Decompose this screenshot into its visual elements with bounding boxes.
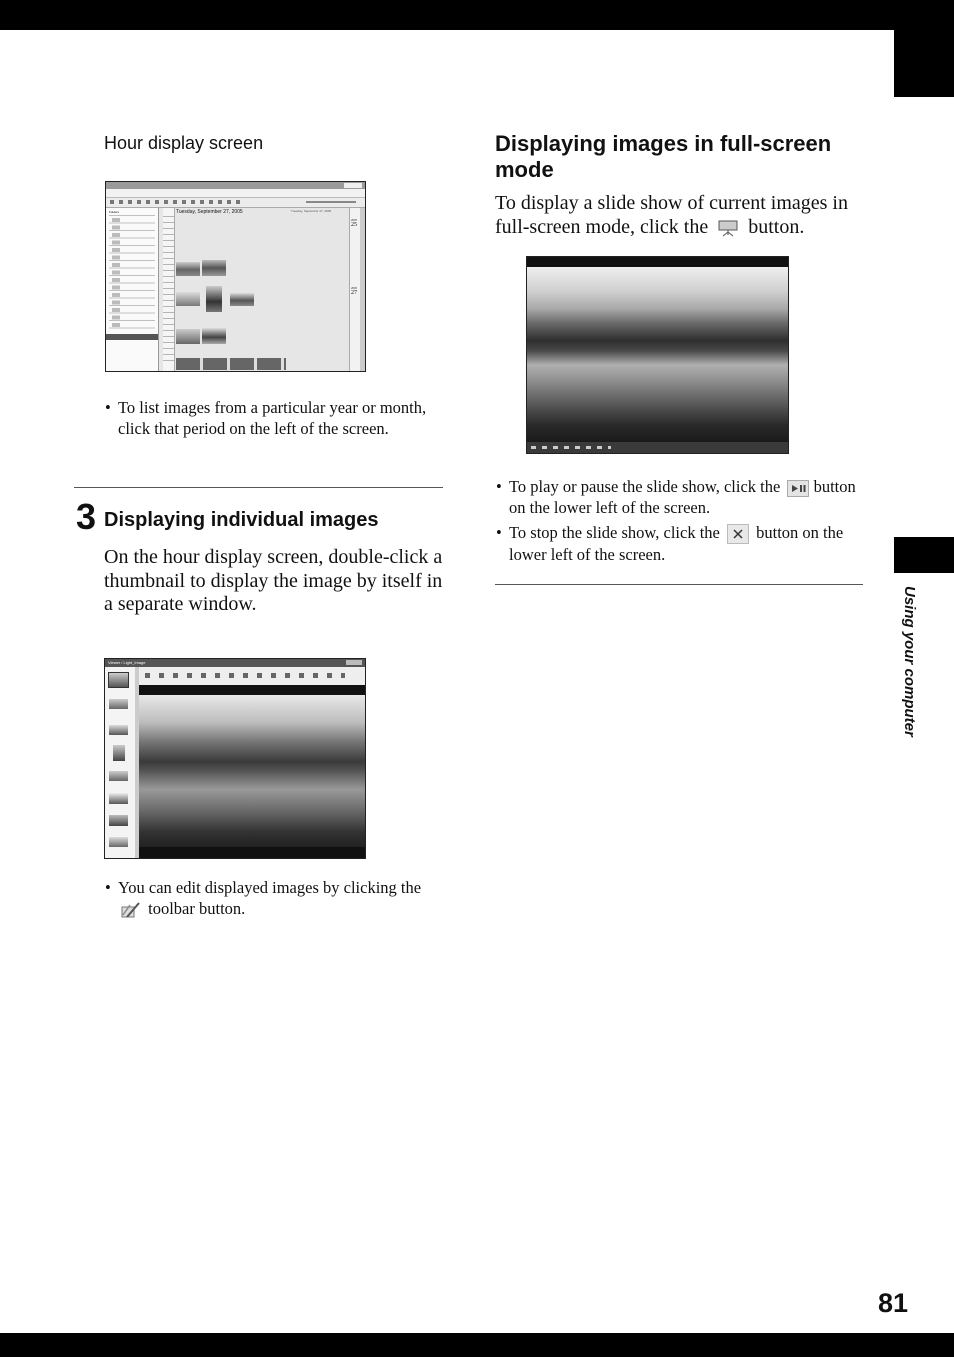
- thumbnail[interactable]: [230, 292, 254, 306]
- step-body: On the hour display screen, double-click a thumbnail to display the image by itself in a separate window.: [104, 546, 443, 615]
- top-bar: [0, 0, 954, 30]
- bullet-play-pause: • To play or pause the slide show, click the button on the lower left of the screen.: [496, 477, 856, 517]
- slideshow-image: [527, 267, 788, 442]
- viewer-thumb-strip[interactable]: [105, 667, 136, 858]
- page-number: 81: [878, 1288, 909, 1318]
- hour-column: [163, 208, 175, 371]
- bullet-list-years: • To list images from a particular year or month, click that period on the left of the screen.: [105, 398, 427, 438]
- viewer-screenshot: [104, 658, 366, 859]
- bullet-stop: • To stop the slide show, click the button on the lower left of the screen.: [496, 523, 844, 565]
- thumbnail-row: [176, 358, 286, 370]
- section-heading: Displaying images in full-screen mode: [495, 131, 832, 182]
- bottom-bar: [0, 1333, 954, 1357]
- menu-bar: [106, 189, 365, 198]
- selected-folder: [106, 334, 158, 340]
- chapter-tab: [894, 30, 954, 97]
- viewer-toolbar[interactable]: [139, 667, 365, 686]
- thumbnail[interactable]: [202, 327, 226, 344]
- viewer-titlebar: Viewer / Light_Image: [105, 659, 365, 667]
- folder-tree: Folders: [106, 208, 159, 371]
- thumbnail[interactable]: [206, 286, 222, 312]
- thumbnail[interactable]: [176, 292, 200, 306]
- slideshow-icon: [717, 219, 739, 237]
- window-controls: [344, 183, 362, 188]
- slideshow-controls[interactable]: [527, 442, 788, 453]
- thumbnail[interactable]: [202, 260, 226, 276]
- section-end-divider: [495, 584, 863, 585]
- scrollbar[interactable]: [360, 208, 365, 371]
- section-tab: [894, 537, 954, 573]
- edit-tool-icon: [121, 901, 141, 919]
- viewer-main-image: [139, 695, 365, 847]
- step-heading: Displaying individual images: [104, 509, 379, 531]
- close-icon: [727, 524, 749, 544]
- play-pause-icon: [787, 480, 809, 497]
- thumbnail[interactable]: [176, 329, 200, 344]
- date-header: Tuesday, September 27, 2005: [176, 209, 243, 215]
- hour-display-screenshot: Folders Tuesday, September 27, 2005 Tuesday, September 27, 2005 2005 25 2005 27: [105, 181, 366, 372]
- section-divider: [74, 487, 443, 488]
- thumbnail[interactable]: [176, 262, 200, 276]
- window-titlebar: [106, 182, 365, 189]
- step-number: 3: [76, 496, 97, 537]
- mini-calendar[interactable]: 2005 25 2005 27: [349, 208, 360, 371]
- side-tab-label: Using your computer: [901, 586, 918, 737]
- toolbar: [106, 198, 365, 208]
- bullet-list-edit: • You can edit displayed images by clicking the toolbar button.: [105, 878, 422, 918]
- hour-display-caption: Hour display screen: [104, 133, 264, 153]
- fullscreen-screenshot: [526, 256, 789, 454]
- section-body: To display a slide show of current images in full-screen mode, click the button.: [495, 192, 848, 238]
